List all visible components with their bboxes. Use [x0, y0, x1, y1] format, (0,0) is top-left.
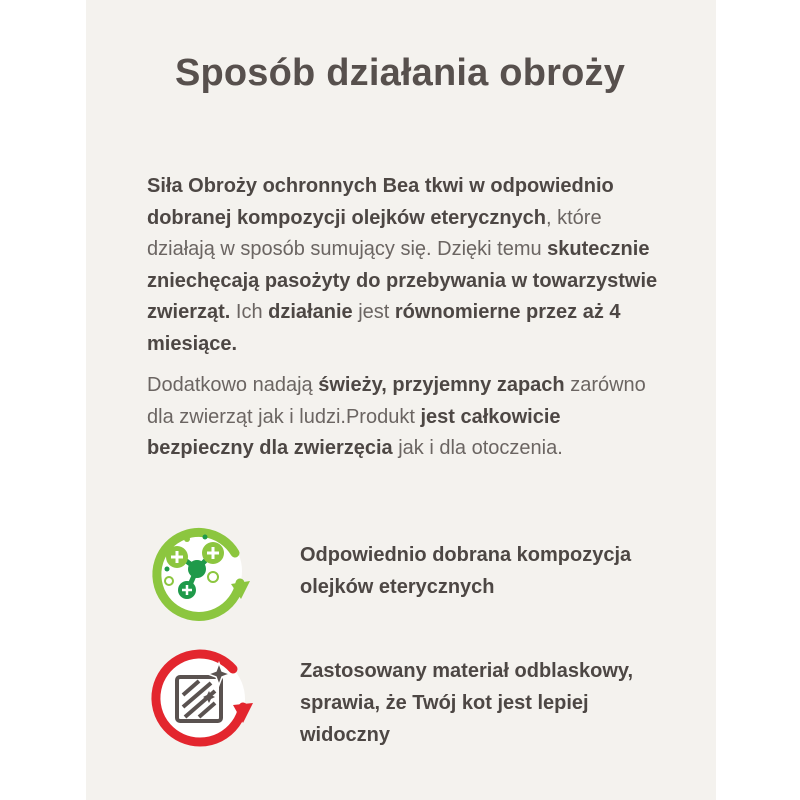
feature-essential-oils [147, 515, 667, 635]
feature-text: Odpowiednio dobrana kompozycja olejków eterycznych [300, 544, 632, 598]
feature-reflective-material [147, 645, 667, 765]
feature-text: Zastosowany materiał odblaskowy, sprawia, że Twój kot jest lepiej widoczny [300, 660, 634, 746]
text-strong: równomierne przez aż 4 miesiące. [147, 301, 621, 355]
text-regular: , które działają w sposób sumujący się. Dzięki temu [147, 206, 602, 260]
text-strong: działanie [268, 301, 353, 323]
text-strong: jest całkowicie bezpieczny dla zwierzęcia [147, 405, 561, 459]
reflective-material-icon [147, 645, 257, 755]
page-title: Sposób działania obroży [174, 52, 626, 94]
text-regular: Ich [230, 301, 269, 323]
text-strong: Siła Obroży ochronnych Bea tkwi w odpowiednio dobranej kompozycji olejków eterycznych [147, 175, 614, 229]
text-regular: zarówno dla zwierząt jak i ludzi.Produkt [147, 374, 646, 428]
text-strong: świeży, przyjemny zapach [318, 374, 565, 396]
text-regular: Dodatkowo nadają [147, 374, 319, 396]
description-paragraph-1 [147, 171, 667, 360]
text-regular: jak i dla otoczenia. [392, 437, 563, 459]
description-paragraph-2 [147, 370, 667, 465]
essential-oils-molecule-icon [147, 515, 257, 625]
text-regular: jest [352, 301, 395, 323]
text-strong: skutecznie zniechęcają pasożyty do przebywania w towarzystwie zwierząt. [147, 238, 658, 323]
